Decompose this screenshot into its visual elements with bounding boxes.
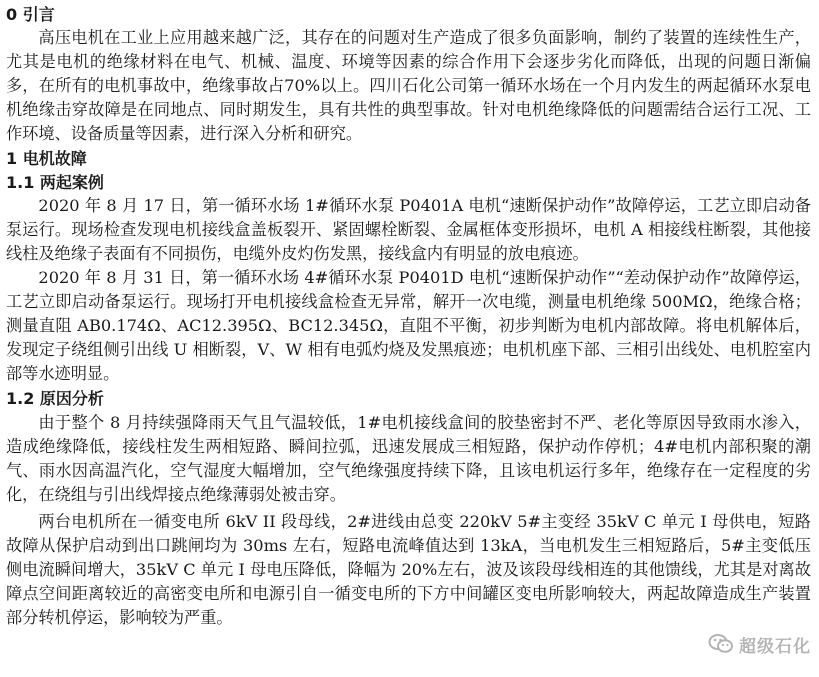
section-heading-motor-fault: 1 电机故障	[6, 149, 87, 168]
paragraph-cause-two: 两台电机所在一循变电所 6kV II 段母线，2#进线由总变 220kV 5#主变经 35kV C 单元 I 母供电，短路故障从保护启动到出口跳闸均为 30ms 左右，短路电流峰值达到 13kA，当电机发生三相短路后，5#主变低压侧电流瞬间增大，35kV C 单元 I 母电压降低，降幅为 20%左右，波及该段母线相连的其他馈线，尤其是对离故障点空间距离较近的高密变电所和电源引自一循变电所的下方中间罐区变电所影响较大，两起故障造成生产装置部分转机停运，影响较为严重。	[6, 512, 811, 627]
document-page	[6, 3, 811, 630]
watermark	[708, 631, 811, 657]
section-heading-introduction: 0 引言	[6, 5, 55, 24]
paragraph-introduction: 高压电机在工业上应用越来越广泛，其存在的问题对生产造成了很多负面影响，制约了装置的连续性生产，尤其是电机的绝缘材料在电气、机械、温度、环境等因素的综合作用下会逐步劣化而降低，出现的问题日渐偏多，在所有的电机事故中，绝缘事故占70%以上。四川石化公司第一循环水场在一个月内发生的两起循环水泵电机绝缘击穿故障是在同地点、同时期发生，具有共性的典型事故。针对电机绝缘降低的问题需结合运行工况、工作环境、设备质量等因素，进行深入分析和研究。	[6, 28, 811, 143]
watermark-text: 超级石化	[739, 636, 811, 657]
paragraph-case-two: 2020 年 8 月 31 日，第一循环水场 4#循环水泵 P0401D 电机“速断保护动作”“差动保护动作”故障停运，工艺立即启动备泵运行。现场打开电机接线盒检查无异常，解开一次电缆，测量电机绝缘 500MΩ，绝缘合格；测量直阻 AB0.174Ω、AC12.395Ω、BC12.345Ω，直阻不平衡，初步判断为电机内部故障。将电机解体后，发现定子绕组侧引出线 U 相断裂，V、W 相有电弧灼烧及发黑痕迹；电机机座下部、三相引出线处、电机腔室内部等水迹明显。	[6, 268, 811, 383]
paragraph-case-one: 2020 年 8 月 17 日，第一循环水场 1#循环水泵 P0401A 电机“速断保护动作”故障停运，工艺立即启动备泵运行。现场检查发现电机接线盒盖板裂开、紧固螺栓断裂、金属框体变形损坏，电机 A 相接线柱断裂，其他接线柱及绝缘子表面有不同损伤，电缆外皮灼伤发黑，接线盒内有明显的放电痕迹。	[6, 196, 811, 263]
paragraph-cause-one: 由于整个 8 月持续强降雨天气且气温较低，1#电机接线盒间的胶垫密封不严、老化等原因导致雨水渗入，造成绝缘降低，接线柱发生两相短路、瞬间拉弧，迅速发展成三相短路，保护动作停机；4#电机内部积聚的潮气、雨水因高温汽化，空气湿度大幅增加，空气绝缘强度持续下降，且该电机运行多年，绝缘存在一定程度的劣化，在绕组与引出线焊接点绝缘薄弱处被击穿。	[6, 413, 811, 504]
wechat-icon	[708, 631, 734, 657]
subsection-heading-two-cases: 1.1 两起案例	[6, 173, 104, 192]
subsection-heading-cause-analysis: 1.2 原因分析	[6, 389, 104, 408]
